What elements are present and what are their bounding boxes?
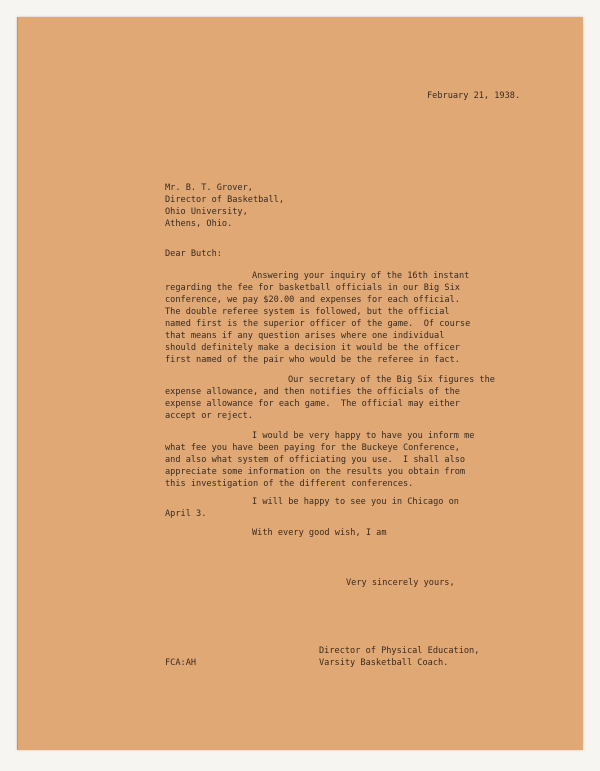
- body-line: The double referee system is followed, but the official: [165, 307, 450, 317]
- body-line: that means if any question arises where one individual: [165, 331, 445, 341]
- body-line: expense allowance, and then notifies the officials of the: [165, 387, 460, 397]
- body-line: expense allowance for each game. The official may either: [165, 399, 460, 409]
- body-line: should definitely make a decision it would be the officer: [165, 343, 460, 353]
- letter-date: February 21, 1938.: [427, 91, 521, 101]
- typist-initials: FCA:AH: [165, 658, 197, 668]
- body-line: appreciate some information on the results you obtain from: [165, 467, 466, 477]
- body-line: Our secretary of the Big Six figures the: [288, 375, 495, 385]
- body-line: conference, we pay $20.00 and expenses for each official.: [165, 295, 460, 305]
- body-line: regarding the fee for basketball officials in our Big Six: [165, 283, 460, 293]
- signature-title-line: Varsity Basketball Coach.: [319, 658, 449, 668]
- address-line: Athens, Ohio.: [165, 219, 233, 229]
- complimentary-close: Very sincerely yours,: [346, 578, 455, 588]
- body-line: April 3.: [165, 509, 207, 519]
- body-line: Answering your inquiry of the 16th instant: [252, 271, 470, 281]
- body-line: With every good wish, I am: [252, 528, 387, 538]
- address-line: Mr. B. T. Grover,: [165, 183, 253, 193]
- body-line: accept or reject.: [165, 411, 253, 421]
- letter-sheet: [17, 17, 583, 750]
- signature-title-line: Director of Physical Education,: [319, 646, 480, 656]
- address-line: Ohio University,: [165, 207, 248, 217]
- body-line: I will be happy to see you in Chicago on: [252, 497, 459, 507]
- salutation: Dear Butch:: [165, 249, 222, 259]
- body-line: named first is the superior officer of the game. Of course: [165, 319, 471, 329]
- address-line: Director of Basketball,: [165, 195, 284, 205]
- body-line: first named of the pair who would be the referee in fact.: [165, 355, 460, 365]
- body-line: I would be very happy to have you inform me: [252, 431, 475, 441]
- body-line: this investigation of the different conferences.: [165, 479, 414, 489]
- body-line: and also what system of officiating you use. I shall also: [165, 455, 466, 465]
- body-line: what fee you have been paying for the Buckeye Conference,: [165, 443, 460, 453]
